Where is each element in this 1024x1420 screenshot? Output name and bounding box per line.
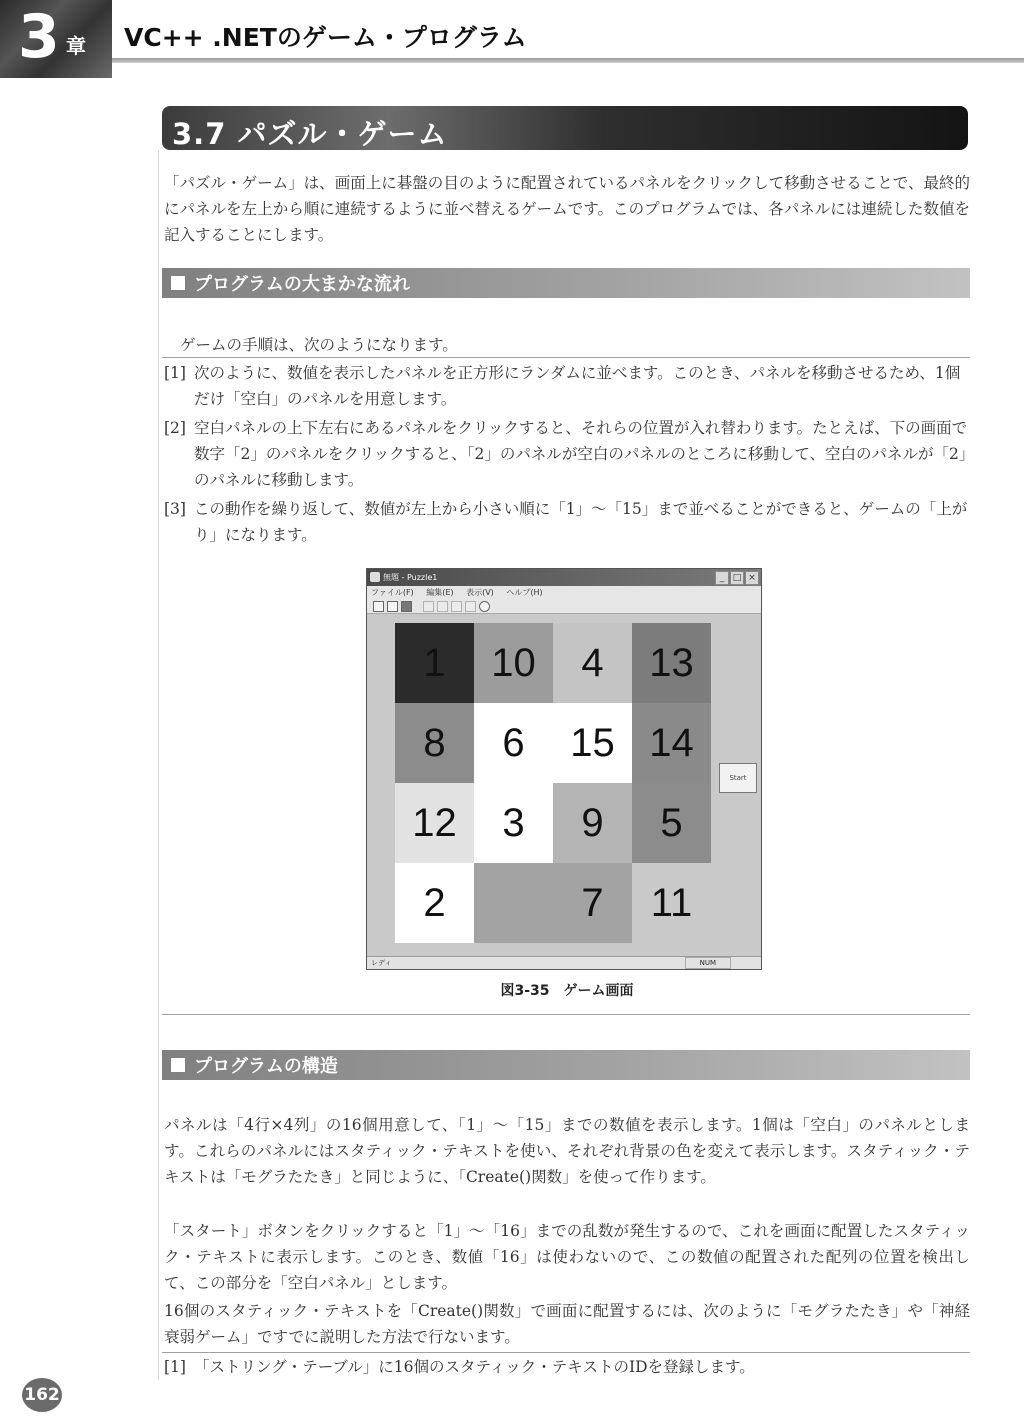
puzzle-panel[interactable]: 7 bbox=[553, 863, 632, 943]
heading-structure-text: プログラムの構造 bbox=[194, 1056, 338, 1077]
structure-steps bbox=[164, 1354, 970, 1383]
print-icon[interactable] bbox=[465, 601, 476, 612]
header-rule bbox=[112, 58, 1024, 63]
puzzle-panel[interactable]: 11 bbox=[632, 863, 711, 943]
puzzle-panel[interactable]: 2 bbox=[395, 863, 474, 943]
puzzle-board bbox=[395, 623, 711, 943]
status-text: レディ bbox=[371, 959, 392, 967]
puzzle-panel-blank[interactable] bbox=[474, 863, 553, 943]
status-bar bbox=[367, 956, 761, 969]
section-title: 3.7 パズル・ゲーム bbox=[172, 117, 448, 151]
puzzle-panel[interactable]: 10 bbox=[474, 623, 553, 703]
figure-caption: 図3-35 ゲーム画面 bbox=[500, 983, 634, 999]
window-menubar bbox=[367, 586, 761, 599]
heading-structure bbox=[162, 1050, 970, 1080]
paste-icon[interactable] bbox=[451, 601, 462, 612]
minimize-icon[interactable]: _ bbox=[715, 571, 729, 585]
structure-paragraph-2: 「スタート」ボタンをクリックすると「1」～「16」までの乱数が発生するので、これを画面に配置したスタティック・テキストに表示します。このとき、数値「16」は使わないので、この数値の配置された配列の位置を検出して、この部分を「空白パネル」とします。 bbox=[164, 1222, 970, 1292]
flow-steps bbox=[164, 360, 970, 551]
list-item: [3] この動作を繰り返して、数値が左上から小さい順に「1」～「15」まで並べることができると、ゲームの「上がり」になります。 bbox=[164, 500, 968, 544]
chapter-number: 3 bbox=[18, 2, 60, 72]
open-folder-icon[interactable] bbox=[387, 601, 398, 612]
chapter-title: VC++ .NETのゲーム・プログラム bbox=[124, 23, 527, 52]
intro-paragraph: 「パズル・ゲーム」は、画面上に碁盤の目のように配置されているパネルをクリックして移動させることで、最終的にパネルを左上から順に連続するように並べ替えるゲームです。このプログラムでは、各パネルには連続した数値を記入することにします。 bbox=[164, 174, 970, 244]
list-item: [1] 「ストリング・テーブル」に16個のスタティック・テキストのIDを登録します。 bbox=[164, 1358, 755, 1376]
puzzle-window bbox=[366, 568, 762, 970]
copy-icon[interactable] bbox=[437, 601, 448, 612]
list-item: [2] 空白パネルの上下左右にあるパネルをクリックすると、それらの位置が入れ替わります。たとえば、下の画面で数字「2」のパネルをクリックすると、「2」のパネルが空白のパネルのところに移動して、空白のパネルが「2」のパネルに移動します。 bbox=[164, 419, 968, 489]
puzzle-panel[interactable]: 15 bbox=[553, 703, 632, 783]
close-icon[interactable]: × bbox=[745, 571, 759, 585]
puzzle-panel[interactable]: 6 bbox=[474, 703, 553, 783]
heading-square-icon bbox=[171, 276, 185, 290]
structure-paragraph-3: 16個のスタティック・テキストを「Create()関数」で画面に配置するには、次のように「モグラたたき」や「神経衰弱ゲーム」ですでに説明した方法で行ないます。 bbox=[164, 1302, 970, 1346]
divider bbox=[162, 1352, 970, 1353]
margin-line bbox=[158, 150, 159, 1380]
structure-paragraph-1: パネルは「4行×4列」の16個用意して、「1」～「15」までの数値を表示します。1個は「空白」のパネルとします。これらのパネルにはスタティック・テキストを使い、それぞれ背景の色を変えて表示します。スタティック・テキストは「モグラたたき」と同じように、「Create()関数」を使って作ります。 bbox=[164, 1116, 970, 1186]
divider bbox=[162, 1014, 970, 1015]
page-number: 162 bbox=[22, 1378, 62, 1412]
puzzle-panel[interactable]: 1 bbox=[395, 623, 474, 703]
window-toolbar bbox=[367, 599, 761, 614]
start-button[interactable]: Start bbox=[719, 763, 757, 793]
menu-file[interactable]: ファイル(F) bbox=[371, 588, 414, 597]
cut-icon[interactable] bbox=[423, 601, 434, 612]
list-item: [1] 次のように、数値を表示したパネルを正方形にランダムに並べます。このとき、パネルを移動させるため、1個だけ「空白」のパネルを用意します。 bbox=[164, 364, 961, 408]
heading-flow bbox=[162, 268, 970, 298]
new-file-icon[interactable] bbox=[373, 601, 384, 612]
app-icon bbox=[370, 572, 380, 582]
maximize-icon[interactable]: □ bbox=[730, 571, 744, 585]
puzzle-panel[interactable]: 8 bbox=[395, 703, 474, 783]
help-icon[interactable] bbox=[479, 601, 490, 612]
puzzle-panel[interactable]: 4 bbox=[553, 623, 632, 703]
flow-lead: ゲームの手順は、次のようになります。 bbox=[180, 336, 458, 354]
status-num: NUM bbox=[685, 957, 731, 969]
window-title: 無題 - Puzzle1 bbox=[383, 573, 438, 582]
puzzle-panel[interactable]: 3 bbox=[474, 783, 553, 863]
heading-flow-text: プログラムの大まかな流れ bbox=[194, 274, 410, 295]
window-titlebar bbox=[367, 569, 761, 586]
menu-edit[interactable]: 編集(E) bbox=[426, 588, 454, 597]
chapter-badge bbox=[0, 0, 112, 78]
chapter-suffix: 章 bbox=[66, 34, 86, 58]
divider bbox=[162, 357, 970, 358]
puzzle-panel[interactable]: 9 bbox=[553, 783, 632, 863]
puzzle-panel[interactable]: 14 bbox=[632, 703, 711, 783]
save-icon[interactable] bbox=[401, 601, 412, 612]
heading-square-icon bbox=[171, 1058, 185, 1072]
puzzle-panel[interactable]: 13 bbox=[632, 623, 711, 703]
menu-help[interactable]: ヘルプ(H) bbox=[506, 588, 543, 597]
puzzle-panel[interactable]: 5 bbox=[632, 783, 711, 863]
puzzle-panel[interactable]: 12 bbox=[395, 783, 474, 863]
menu-view[interactable]: 表示(V) bbox=[466, 588, 494, 597]
